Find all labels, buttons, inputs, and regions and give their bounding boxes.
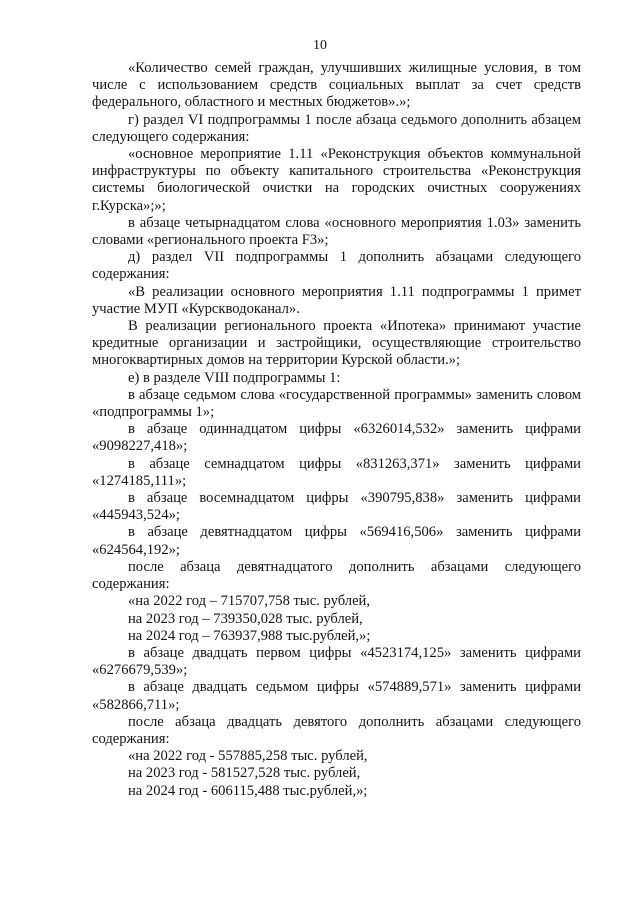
paragraph: «основное мероприятие 1.11 «Реконструкция объектов коммунальной инфраструктуры по объекту капитального строительства «Реконструкция системы биологической очистки на городских очистных сооружениях г.Курска»;»; [92, 146, 581, 214]
paragraph: на 2024 год - 606115,488 тыс.рублей,»; [128, 782, 368, 799]
page-number: 10 [313, 38, 327, 53]
paragraph: в абзаце одиннадцатом цифры «6326014,532» заменить цифрами «9098227,418»; [92, 421, 581, 455]
paragraph: «на 2022 год - 557885,258 тыс. рублей, [128, 748, 368, 765]
paragraph: в абзаце двадцать седьмом цифры «574889,571» заменить цифрами «582866,711»; [92, 679, 581, 713]
paragraph: после абзаца девятнадцатого дополнить абзацами следующего содержания: [92, 558, 581, 593]
paragraph: после абзаца двадцать девятого дополнить абзацами следующего содержания: [92, 713, 581, 747]
paragraph: в абзаце восемнадцатом цифры «390795,838» заменить цифрами «445943,524»; [92, 490, 581, 524]
paragraph: В реализации регионального проекта «Ипотека» принимают участие кредитные организации и застройщики, осуществляющие строительство многоквартирных домов на территории Курской области.»; [92, 318, 581, 369]
paragraph: д) раздел VII подпрограммы 1 дополнить абзацами следующего содержания: [92, 249, 581, 283]
paragraph: «Количество семей граждан, улучшивших жилищные условия, в том числе с использованием средств социальных выплат за счет средств федерального, областного и местных бюджетов».»; [92, 60, 581, 111]
paragraph: «В реализации основного мероприятия 1.11 подпрограммы 1 примет участие МУП «Курскводоканал». [92, 283, 581, 317]
paragraph: на 2023 год – 739350,028 тыс. рублей, [128, 610, 363, 627]
document-body [92, 60, 581, 800]
paragraph: в абзаце седьмом слова «государственной программы» заменить словом «подпрограммы 1»; [92, 386, 581, 421]
paragraph: на 2023 год - 581527,528 тыс. рублей, [128, 765, 361, 782]
paragraph: е) в разделе VIII подпрограммы 1: [128, 369, 341, 386]
paragraph: в абзаце двадцать первом цифры «4523174,125» заменить цифрами «6276679,539»; [92, 644, 581, 679]
paragraph: в абзаце четырнадцатом слова «основного мероприятия 1.03» заменить словами «регионального проекта F3»; [92, 214, 581, 249]
paragraph: на 2024 год – 763937,988 тыс.рублей,»; [128, 627, 371, 644]
paragraph: г) раздел VI подпрограммы 1 после абзаца седьмого дополнить абзацем следующего содержания: [92, 111, 581, 145]
paragraph: в абзаце девятнадцатом цифры «569416,506» заменить цифрами «624564,192»; [92, 524, 581, 558]
paragraph: «на 2022 год – 715707,758 тыс. рублей, [128, 593, 371, 610]
paragraph: в абзаце семнадцатом цифры «831263,371» заменить цифрами «1274185,111»; [92, 455, 581, 489]
